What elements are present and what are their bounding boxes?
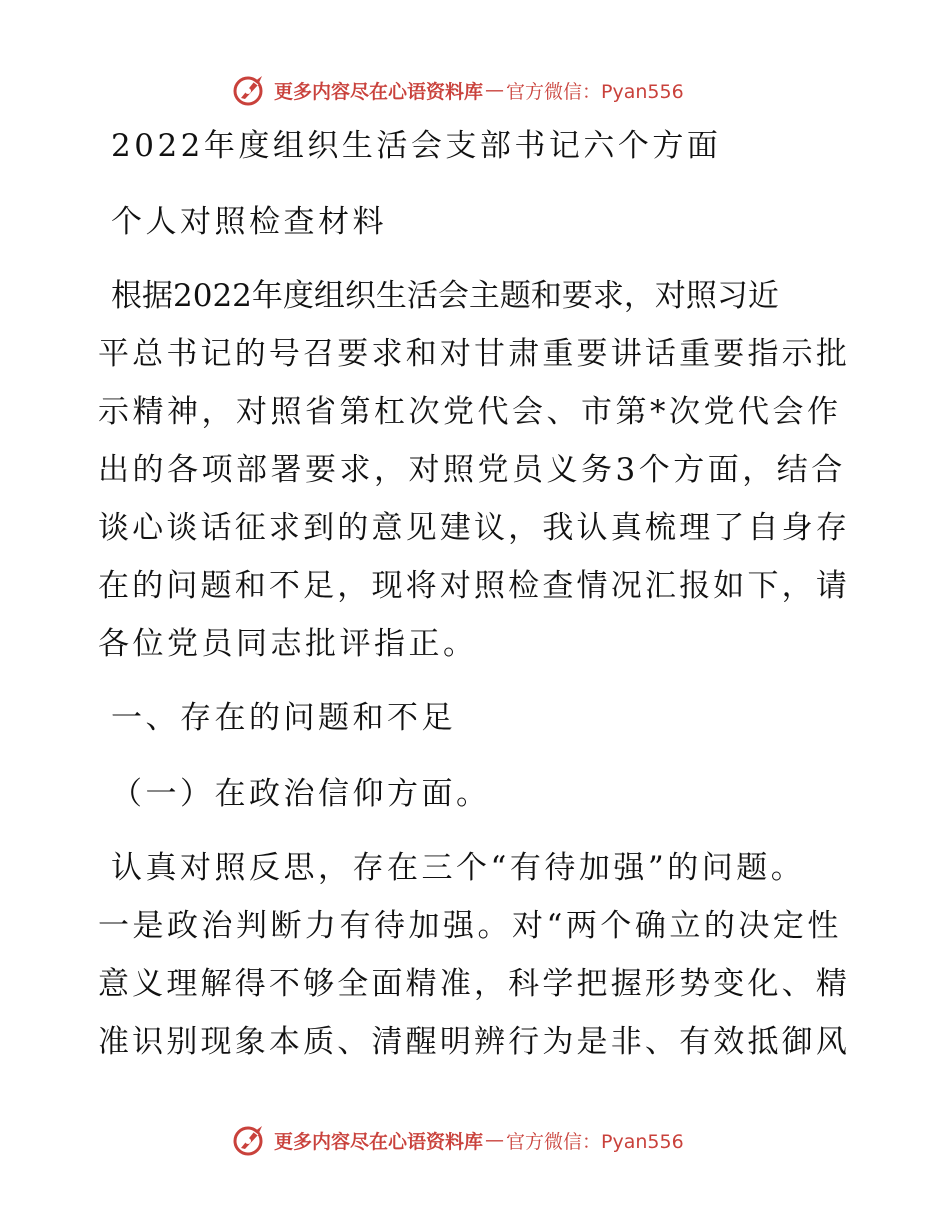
- watermark-separator: —: [485, 1129, 505, 1151]
- section-1-heading: 一、存在的问题和不足: [111, 700, 456, 736]
- watermark-text: 更多内容尽在心语资料库: [274, 1130, 484, 1153]
- footer-watermark: [232, 1122, 684, 1158]
- watermark-separator: —: [485, 79, 505, 101]
- quill-pen-logo-icon: [232, 72, 270, 108]
- subsection-1-heading: （一）在政治信仰方面。: [111, 776, 491, 812]
- watermark-wechat: 官方微信：Pyan556: [506, 1130, 684, 1153]
- intro-line-4: 出的各项部署要求，对照党员义务3个方面，结合: [98, 452, 846, 488]
- para2-line-3: 意义理解得不够全面精准，科学把握形势变化、精: [98, 966, 850, 1002]
- intro-line-1: 根据2022年度组织生活会主题和要求，对照习近: [111, 278, 779, 314]
- para2-line-1: 认真对照反思，存在三个“有待加强”的问题。: [111, 850, 806, 886]
- intro-line-2: 平总书记的号召要求和对甘肃重要讲话重要指示批: [98, 336, 850, 372]
- para2-line-2: 一是政治判断力有待加强。对“两个确立的决定性: [98, 908, 842, 944]
- document-title-line-1: 2022年度组织生活会支部书记六个方面: [111, 128, 722, 164]
- quill-pen-logo-icon: [232, 1122, 270, 1158]
- watermark-text: 更多内容尽在心语资料库: [274, 80, 484, 103]
- intro-line-5: 谈心谈话征求到的意见建议，我认真梳理了自身存: [98, 510, 850, 546]
- para2-line-4: 准识别现象本质、清醒明辨行为是非、有效抵御风: [98, 1024, 850, 1060]
- intro-line-7: 各位党员同志批评指正。: [98, 626, 478, 662]
- watermark-wechat: 官方微信：Pyan556: [506, 80, 684, 103]
- header-watermark: [232, 72, 684, 108]
- document-title-line-2: 个人对照检查材料: [111, 204, 387, 240]
- intro-line-6: 在的问题和不足，现将对照检查情况汇报如下，请: [98, 568, 850, 604]
- intro-line-3: 示精神，对照省第杠次党代会、市第*次党代会作: [98, 394, 842, 430]
